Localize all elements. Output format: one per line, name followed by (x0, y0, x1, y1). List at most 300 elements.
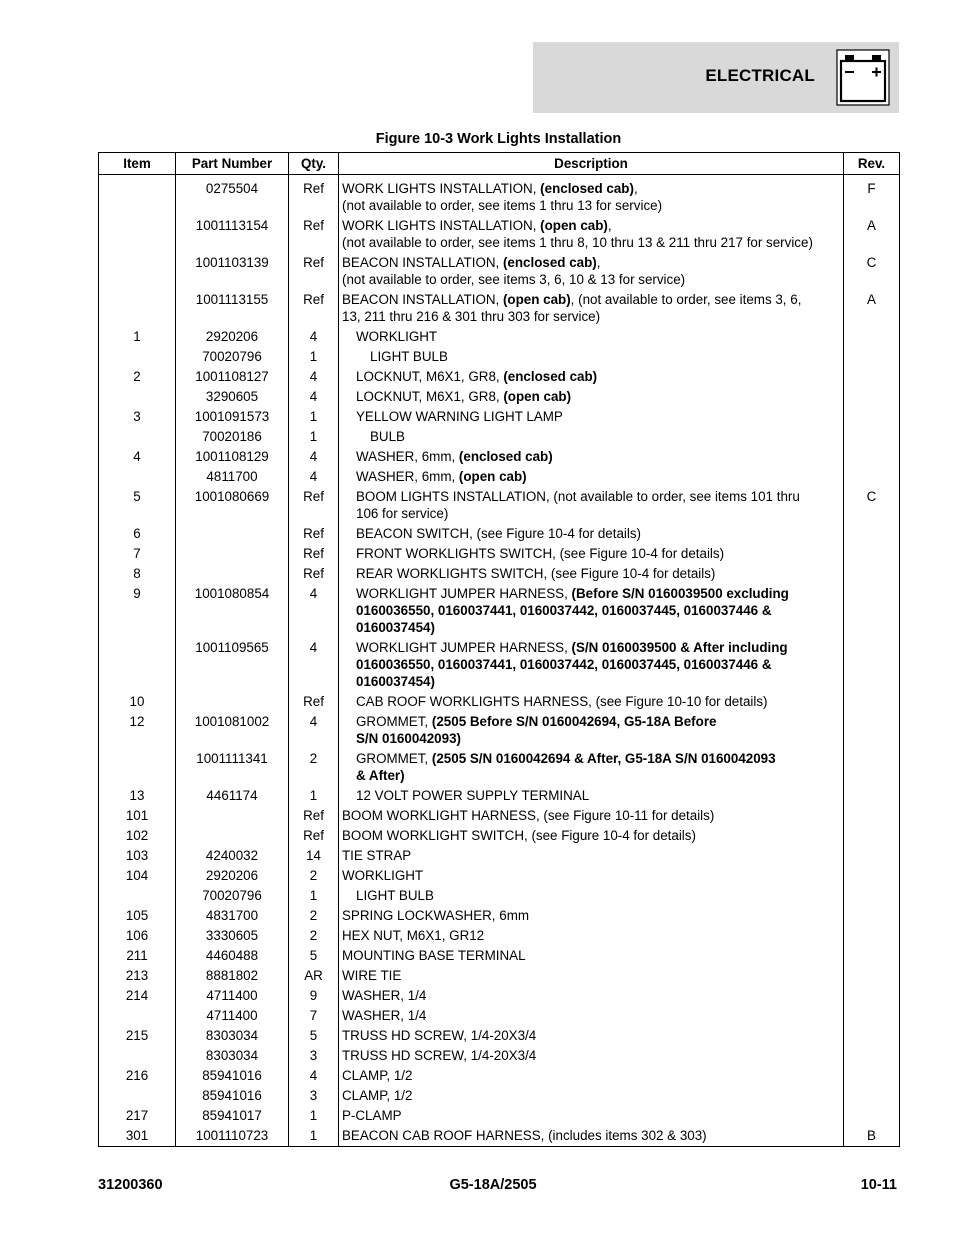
cell-description (339, 986, 844, 1006)
cell-qty: 1 (289, 1126, 339, 1147)
description-text: WORK LIGHTS INSTALLATION, (342, 181, 541, 196)
cell-item (99, 427, 176, 447)
cell-description (339, 253, 844, 290)
cell-description (339, 846, 844, 866)
cell-description (339, 1046, 844, 1066)
cell-qty: 7 (289, 1006, 339, 1026)
cell-item: 215 (99, 1026, 176, 1046)
table-row (99, 692, 900, 712)
description-text: CLAMP, 1/2 (342, 1088, 413, 1103)
cell-description (339, 638, 844, 692)
cell-qty: Ref (289, 487, 339, 524)
column-header-item: Item (99, 153, 176, 175)
cell-item (99, 216, 176, 253)
cell-description (339, 826, 844, 846)
cell-qty: 1 (289, 347, 339, 367)
table-row (99, 327, 900, 347)
table-row (99, 886, 900, 906)
table-row (99, 638, 900, 692)
cell-rev: C (844, 253, 900, 290)
cell-rev (844, 886, 900, 906)
table-row (99, 407, 900, 427)
table-row (99, 1046, 900, 1066)
cell-description (339, 175, 844, 216)
cell-description (339, 564, 844, 584)
cell-rev (844, 1066, 900, 1086)
cell-qty: 4 (289, 327, 339, 347)
cell-part-number: 8303034 (176, 1026, 289, 1046)
cell-qty: 1 (289, 1106, 339, 1126)
description-text: FRONT WORKLIGHTS SWITCH, (see Figure 10-4 for details) (356, 546, 725, 561)
cell-rev: B (844, 1126, 900, 1147)
cell-part-number (176, 692, 289, 712)
footer-page-number: 10-11 (860, 1177, 897, 1193)
description-text: (open cab) (458, 469, 527, 484)
cell-item (99, 387, 176, 407)
column-header-part-number: Part Number (176, 153, 289, 175)
cell-description (339, 447, 844, 467)
parts-table (98, 152, 900, 1147)
table-row (99, 387, 900, 407)
table-row (99, 564, 900, 584)
cell-part-number: 85941016 (176, 1066, 289, 1086)
cell-item: 104 (99, 866, 176, 886)
battery-icon (836, 49, 890, 106)
description-text: GROMMET, (356, 714, 432, 729)
cell-part-number: 85941016 (176, 1086, 289, 1106)
cell-part-number: 1001113154 (176, 216, 289, 253)
cell-part-number: 4461174 (176, 786, 289, 806)
description-text: (open cab) (502, 292, 571, 307)
cell-rev (844, 387, 900, 407)
column-header-qty: Qty. (289, 153, 339, 175)
description-text: BULB (370, 429, 405, 444)
cell-item: 2 (99, 367, 176, 387)
cell-qty: Ref (289, 544, 339, 564)
cell-description (339, 427, 844, 447)
description-text: WASHER, 6mm, (356, 449, 459, 464)
description-text: SPRING LOCKWASHER, 6mm (342, 908, 529, 923)
cell-qty: 4 (289, 638, 339, 692)
cell-part-number: 1001091573 (176, 407, 289, 427)
table-row (99, 926, 900, 946)
cell-description (339, 1126, 844, 1147)
cell-description (339, 467, 844, 487)
description-text: REAR WORKLIGHTS SWITCH, (see Figure 10-4 for details) (356, 566, 716, 581)
cell-qty: 2 (289, 866, 339, 886)
cell-qty: 4 (289, 387, 339, 407)
table-row (99, 866, 900, 886)
cell-item: 13 (99, 786, 176, 806)
cell-item (99, 1046, 176, 1066)
description-text: (2505 S/N 0160042694 & After, G5-18A S/N 0160042093 & After) (356, 751, 776, 783)
cell-description (339, 966, 844, 986)
cell-qty: 5 (289, 1026, 339, 1046)
cell-rev (844, 866, 900, 886)
cell-qty: Ref (289, 564, 339, 584)
cell-rev: A (844, 290, 900, 327)
table-row (99, 1066, 900, 1086)
cell-item (99, 638, 176, 692)
cell-rev (844, 966, 900, 986)
cell-qty: 1 (289, 786, 339, 806)
cell-qty: 4 (289, 447, 339, 467)
description-text: LIGHT BULB (356, 888, 434, 903)
cell-item (99, 749, 176, 786)
table-row (99, 290, 900, 327)
cell-description (339, 906, 844, 926)
cell-rev (844, 1026, 900, 1046)
cell-rev (844, 826, 900, 846)
cell-rev: A (844, 216, 900, 253)
cell-qty: Ref (289, 216, 339, 253)
cell-description (339, 1106, 844, 1126)
description-text: , (not available to order, see items 3, 6, 13, 211 thru 216 & 301 thru 303 for service) (342, 292, 802, 324)
cell-qty: 3 (289, 1046, 339, 1066)
cell-part-number: 4240032 (176, 846, 289, 866)
cell-description (339, 290, 844, 327)
cell-item (99, 175, 176, 216)
cell-rev (844, 712, 900, 749)
cell-rev (844, 946, 900, 966)
column-header-description: Description (339, 153, 844, 175)
section-header (533, 42, 899, 113)
cell-item: 8 (99, 564, 176, 584)
cell-part-number: 2920206 (176, 866, 289, 886)
cell-item: 214 (99, 986, 176, 1006)
cell-qty: 1 (289, 886, 339, 906)
description-text: WORKLIGHT (342, 868, 424, 883)
cell-rev (844, 584, 900, 638)
cell-part-number: 85941017 (176, 1106, 289, 1126)
cell-description (339, 524, 844, 544)
cell-part-number: 2920206 (176, 327, 289, 347)
cell-rev (844, 544, 900, 564)
cell-qty: 3 (289, 1086, 339, 1106)
cell-item: 101 (99, 806, 176, 826)
cell-description (339, 544, 844, 564)
description-text: (S/N 0160039500 & After including 0160036550, 0160037441, 0160037442, 0160037445, 0160037446 & 0160037454) (356, 640, 788, 689)
cell-description (339, 216, 844, 253)
description-text: (not available to order, see items 1 thru 13 for service) (342, 198, 663, 213)
cell-qty: Ref (289, 524, 339, 544)
cell-qty: Ref (289, 806, 339, 826)
cell-item: 4 (99, 447, 176, 467)
column-header-rev: Rev. (844, 153, 900, 175)
cell-part-number: 1001109565 (176, 638, 289, 692)
description-text: WORKLIGHT (356, 329, 438, 344)
cell-qty: AR (289, 966, 339, 986)
cell-part-number (176, 564, 289, 584)
table-row (99, 712, 900, 749)
description-text: WIRE TIE (342, 968, 402, 983)
cell-part-number: 4460488 (176, 946, 289, 966)
cell-part-number: 4831700 (176, 906, 289, 926)
cell-qty: Ref (289, 175, 339, 216)
description-text: CAB ROOF WORKLIGHTS HARNESS, (see Figure 10-10 for details) (356, 694, 768, 709)
table-row (99, 1086, 900, 1106)
cell-part-number: 1001111341 (176, 749, 289, 786)
cell-item (99, 886, 176, 906)
cell-qty: Ref (289, 253, 339, 290)
cell-item: 103 (99, 846, 176, 866)
cell-rev (844, 347, 900, 367)
description-text: TIE STRAP (342, 848, 412, 863)
cell-part-number (176, 826, 289, 846)
cell-part-number: 1001081002 (176, 712, 289, 749)
cell-item (99, 347, 176, 367)
cell-item: 12 (99, 712, 176, 749)
cell-rev (844, 926, 900, 946)
description-text: (2505 Before S/N 0160042694, G5-18A Before S/N 0160042093) (356, 714, 717, 746)
footer-document-number: 31200360 (98, 1177, 163, 1193)
description-text: (open cab) (540, 218, 608, 233)
cell-item (99, 1086, 176, 1106)
table-row (99, 584, 900, 638)
cell-qty: 2 (289, 906, 339, 926)
cell-part-number (176, 544, 289, 564)
description-text: BEACON INSTALLATION, (342, 292, 503, 307)
description-text: WASHER, 1/4 (342, 1008, 427, 1023)
cell-qty: 4 (289, 467, 339, 487)
description-text: (enclosed cab) (540, 181, 634, 196)
description-text: TRUSS HD SCREW, 1/4-20X3/4 (342, 1028, 537, 1043)
description-text: (enclosed cab) (502, 255, 597, 270)
description-text: YELLOW WARNING LIGHT LAMP (356, 409, 563, 424)
cell-part-number: 1001110723 (176, 1126, 289, 1147)
table-row (99, 906, 900, 926)
cell-description (339, 926, 844, 946)
table-row (99, 966, 900, 986)
description-text: CLAMP, 1/2 (342, 1068, 413, 1083)
table-row (99, 487, 900, 524)
cell-description (339, 387, 844, 407)
cell-item: 9 (99, 584, 176, 638)
table-header-row (99, 153, 900, 175)
cell-part-number: 1001113155 (176, 290, 289, 327)
cell-part-number: 4811700 (176, 467, 289, 487)
footer-model: G5-18A/2505 (449, 1177, 537, 1193)
cell-qty: 9 (289, 986, 339, 1006)
table-row (99, 826, 900, 846)
cell-item: 213 (99, 966, 176, 986)
cell-qty: 4 (289, 584, 339, 638)
cell-rev (844, 638, 900, 692)
table-row (99, 253, 900, 290)
cell-qty: 2 (289, 926, 339, 946)
description-text: WORK LIGHTS INSTALLATION, (342, 218, 541, 233)
description-text: BEACON CAB ROOF HARNESS, (includes items 302 & 303) (342, 1128, 707, 1143)
cell-part-number: 1001080669 (176, 487, 289, 524)
cell-part-number: 4711400 (176, 1006, 289, 1026)
cell-rev (844, 327, 900, 347)
cell-description (339, 1086, 844, 1106)
cell-rev (844, 407, 900, 427)
cell-description (339, 866, 844, 886)
cell-part-number: 3330605 (176, 926, 289, 946)
description-text: BOOM WORKLIGHT HARNESS, (see Figure 10-11 for details) (342, 808, 715, 823)
cell-part-number: 0275504 (176, 175, 289, 216)
description-text: LIGHT BULB (370, 349, 448, 364)
cell-part-number: 4711400 (176, 986, 289, 1006)
cell-rev (844, 427, 900, 447)
table-row (99, 216, 900, 253)
cell-qty: 4 (289, 367, 339, 387)
cell-description (339, 367, 844, 387)
table-row (99, 786, 900, 806)
cell-qty: Ref (289, 826, 339, 846)
cell-rev (844, 846, 900, 866)
cell-part-number: 1001103139 (176, 253, 289, 290)
cell-rev (844, 986, 900, 1006)
description-text: , (633, 181, 638, 196)
table-row (99, 946, 900, 966)
cell-item: 10 (99, 692, 176, 712)
description-text: (not available to order, see items 3, 6, 10 & 13 for service) (342, 272, 686, 287)
cell-description (339, 407, 844, 427)
figure-title: Figure 10-3 Work Lights Installation (375, 131, 622, 147)
cell-rev (844, 467, 900, 487)
section-title: ELECTRICAL (705, 66, 815, 85)
cell-rev (844, 1006, 900, 1026)
cell-part-number: 1001108129 (176, 447, 289, 467)
description-text: LOCKNUT, M6X1, GR8, (356, 389, 504, 404)
table-row (99, 367, 900, 387)
cell-part-number: 1001108127 (176, 367, 289, 387)
cell-rev (844, 564, 900, 584)
cell-description (339, 584, 844, 638)
cell-item: 301 (99, 1126, 176, 1147)
cell-item: 1 (99, 327, 176, 347)
cell-rev (844, 1106, 900, 1126)
cell-item: 105 (99, 906, 176, 926)
description-text: TRUSS HD SCREW, 1/4-20X3/4 (342, 1048, 537, 1063)
cell-item: 102 (99, 826, 176, 846)
cell-qty: 1 (289, 427, 339, 447)
cell-part-number (176, 524, 289, 544)
table-row (99, 524, 900, 544)
cell-part-number: 8881802 (176, 966, 289, 986)
cell-part-number: 1001080854 (176, 584, 289, 638)
cell-description (339, 1066, 844, 1086)
cell-item: 211 (99, 946, 176, 966)
cell-description (339, 749, 844, 786)
table-row (99, 1126, 900, 1147)
description-text: HEX NUT, M6X1, GR12 (342, 928, 485, 943)
description-text: GROMMET, (356, 751, 432, 766)
description-text: (not available to order, see items 1 thru 8, 10 thru 13 & 211 thru 217 for service) (342, 235, 813, 250)
table-row (99, 1106, 900, 1126)
cell-item: 6 (99, 524, 176, 544)
table-row (99, 749, 900, 786)
cell-part-number: 3290605 (176, 387, 289, 407)
cell-qty: Ref (289, 692, 339, 712)
description-text: (enclosed cab) (458, 449, 553, 464)
cell-rev (844, 447, 900, 467)
cell-qty: Ref (289, 290, 339, 327)
cell-description (339, 712, 844, 749)
cell-rev: F (844, 175, 900, 216)
cell-item: 216 (99, 1066, 176, 1086)
cell-qty: 2 (289, 749, 339, 786)
cell-rev: C (844, 487, 900, 524)
cell-qty: 4 (289, 1066, 339, 1086)
cell-rev (844, 367, 900, 387)
description-text: WORKLIGHT JUMPER HARNESS, (356, 640, 572, 655)
cell-part-number (176, 806, 289, 826)
cell-description (339, 1026, 844, 1046)
cell-description (339, 886, 844, 906)
description-text: (enclosed cab) (503, 369, 598, 384)
cell-rev (844, 1086, 900, 1106)
cell-item: 5 (99, 487, 176, 524)
description-text: BOOM WORKLIGHT SWITCH, (see Figure 10-4 for details) (342, 828, 696, 843)
table-row (99, 447, 900, 467)
cell-item: 3 (99, 407, 176, 427)
cell-description (339, 487, 844, 524)
description-text: BEACON SWITCH, (see Figure 10-4 for details) (356, 526, 642, 541)
description-text: BOOM LIGHTS INSTALLATION, (not available to order, see items 101 thru 106 for service) (356, 489, 800, 521)
table-row (99, 986, 900, 1006)
cell-part-number: 70020796 (176, 886, 289, 906)
table-row (99, 846, 900, 866)
description-text: , (596, 255, 601, 270)
cell-rev (844, 806, 900, 826)
cell-rev (844, 524, 900, 544)
table-row (99, 1006, 900, 1026)
cell-description (339, 692, 844, 712)
cell-rev (844, 749, 900, 786)
table-row (99, 427, 900, 447)
description-text: WASHER, 1/4 (342, 988, 427, 1003)
cell-description (339, 806, 844, 826)
cell-part-number: 8303034 (176, 1046, 289, 1066)
cell-qty: 14 (289, 846, 339, 866)
cell-item: 106 (99, 926, 176, 946)
description-text: (open cab) (503, 389, 572, 404)
table-row (99, 467, 900, 487)
description-text: (Before S/N 0160039500 excluding 0160036550, 0160037441, 0160037442, 0160037445, 0160037446 & 0160037454) (356, 586, 789, 635)
cell-item (99, 253, 176, 290)
cell-item (99, 467, 176, 487)
cell-description (339, 946, 844, 966)
cell-item (99, 1006, 176, 1026)
cell-rev (844, 906, 900, 926)
table-row (99, 175, 900, 216)
cell-rev (844, 1046, 900, 1066)
cell-part-number: 70020796 (176, 347, 289, 367)
description-text: MOUNTING BASE TERMINAL (342, 948, 526, 963)
cell-qty: 5 (289, 946, 339, 966)
cell-rev (844, 692, 900, 712)
cell-part-number: 70020186 (176, 427, 289, 447)
description-text: P-CLAMP (342, 1108, 402, 1123)
cell-qty: 1 (289, 407, 339, 427)
table-row (99, 544, 900, 564)
description-text: WASHER, 6mm, (356, 469, 459, 484)
table-row (99, 806, 900, 826)
description-text: WORKLIGHT JUMPER HARNESS, (356, 586, 572, 601)
cell-description (339, 347, 844, 367)
description-text: LOCKNUT, M6X1, GR8, (356, 369, 504, 384)
table-row (99, 1026, 900, 1046)
cell-description (339, 1006, 844, 1026)
parts-table-body (99, 175, 900, 1147)
cell-item: 7 (99, 544, 176, 564)
cell-description (339, 327, 844, 347)
description-text: BEACON INSTALLATION, (342, 255, 503, 270)
cell-item: 217 (99, 1106, 176, 1126)
